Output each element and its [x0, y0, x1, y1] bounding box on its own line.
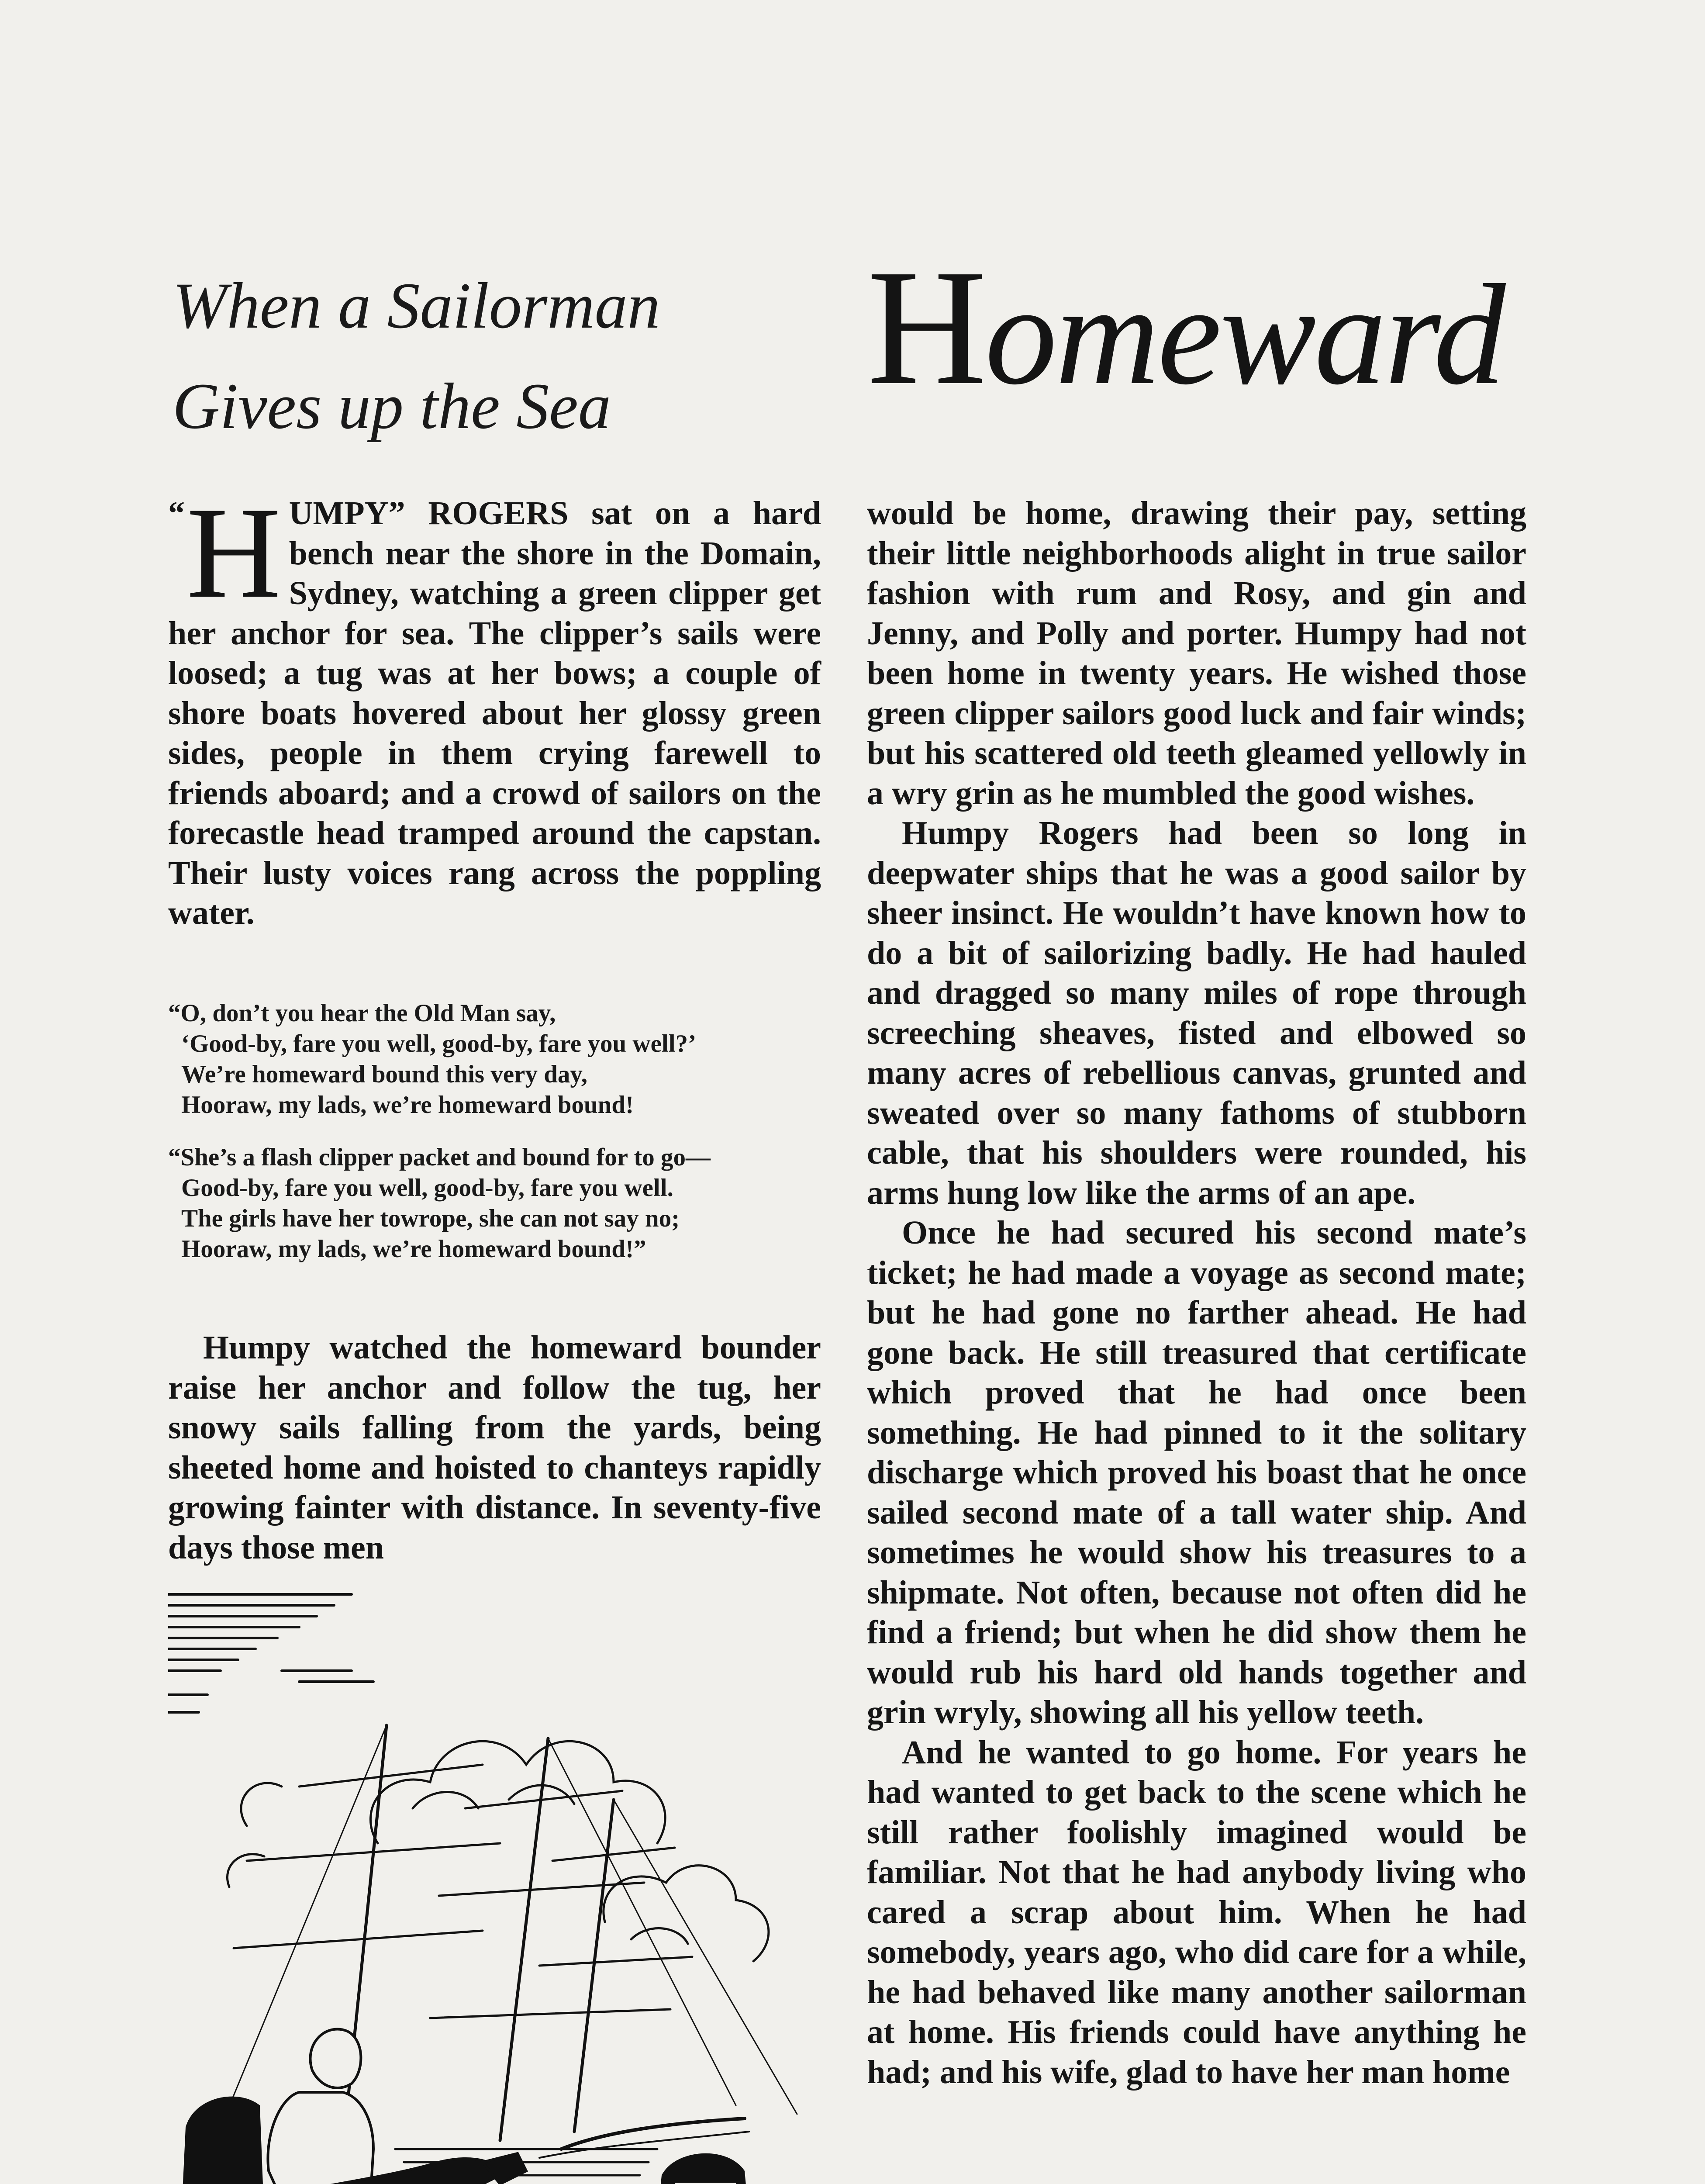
- title-initial: H: [867, 235, 985, 419]
- opening-paragraph-text: UMPY” ROGERS sat on a hard bench near the shore in the Domain, Sydney, watching a green clipper get her anchor for sea. The clipper’s sails were loosed; a tug was at her bows; a couple of shore boats hovered about her glossy green sides, people in them crying farewell to friends aboard; and a crowd of sailors on the forecastle head tramped around the capstan. Their lusty voices rang across the poppling water.: [168, 495, 821, 931]
- paragraph: would be home, drawing their pay, setting their little neighborhoods alight in true sailor fashion with rum and Rosy, and gin and Jenny, and Polly and porter. Humpy had not been home in twenty years. He wished those green clipper sailors good luck and fair winds; but his scattered old teeth gleamed yellowly in a wry grin as he mumbled the good wishes.: [867, 495, 1526, 812]
- story-title: [867, 236, 1566, 427]
- paragraph: Once he had secured his second mate’s ticket; he had made a voyage as second mate; but he had gone no farther ahead. He had gone back. He still treasured that certificate which proved that he had once been something. He had pinned to it the solitary discharge which proved his boast that he once sailed second mate of a tall water ship. And sometimes he would show his treasures to a shipmate. Not often, because not often did he find a friend; but when he did show them he would rub his hard old hands together and grin wryly, showing all his yellow teeth.: [867, 1214, 1526, 1731]
- subheading-line-1: When a Sailorman: [173, 270, 660, 342]
- opening-paragraph: [168, 480, 821, 933]
- title-rest: omeward: [985, 255, 1504, 415]
- right-column: [867, 494, 1526, 2092]
- chantey-verse: [168, 998, 823, 1286]
- verse-line: Hooraw, my lads, we’re homeward bound!”: [181, 1235, 646, 1263]
- story-subheading: [173, 256, 740, 456]
- verse-line: Hooraw, my lads, we’re homeward bound!: [181, 1091, 634, 1119]
- opening-quote: “: [168, 495, 185, 532]
- verse-line: “She’s a flash clipper packet and bound for to go—: [168, 1144, 711, 1171]
- subheading-line-2: Gives up the Sea: [173, 370, 611, 442]
- paragraph: Humpy Rogers had been so long in deepwater ships that he was a good sailor by sheer insinct. He wouldn’t have known how to do a bit of sailorizing badly. He had hauled and dragged so many miles of rope through screeching sheaves, fisted and elbowed so many acres of rebellious canvas, grunted and sweated over so many fathoms of stubborn cable, that his shoulders were rounded, his arms hung low like the arms of an ape.: [867, 815, 1526, 1211]
- verse-line: The girls have her towrope, she can not say no;: [181, 1205, 680, 1232]
- paragraph: And he wanted to go home. For years he had wanted to get back to the scene which he still rather foolishly imagined would be familiar. Not that he had anybody living who cared a scrap about him. When he had somebody, years ago, who did care for a while, he had behaved like many another sailorman at home. His friends could have anything he had; and his wife, glad to have her man home: [867, 1734, 1526, 2091]
- verse-line: Good-by, fare you well, good-by, fare you well.: [181, 1174, 673, 1202]
- sailor-illustration: [168, 1581, 823, 2184]
- verse-line: “O, don’t you hear the Old Man say,: [168, 999, 556, 1027]
- left-column-top: [168, 480, 821, 933]
- paragraph: Humpy watched the homeward bounder raise her anchor and follow the tug, her snowy sails falling from the yards, being sheeted home and hoisted to chanteys rapidly growing fainter with distance. In seventy-five days those men: [168, 1329, 821, 1566]
- verse-line: ‘Good-by, fare you well, good-by, fare you well?’: [181, 1030, 697, 1057]
- verse-line: We’re homeward bound this very day,: [181, 1061, 588, 1088]
- verse-stanza-1: [168, 998, 823, 1120]
- verse-stanza-2: [168, 1142, 823, 1265]
- left-column-bottom: [168, 1328, 821, 1568]
- drop-cap: H: [186, 480, 281, 625]
